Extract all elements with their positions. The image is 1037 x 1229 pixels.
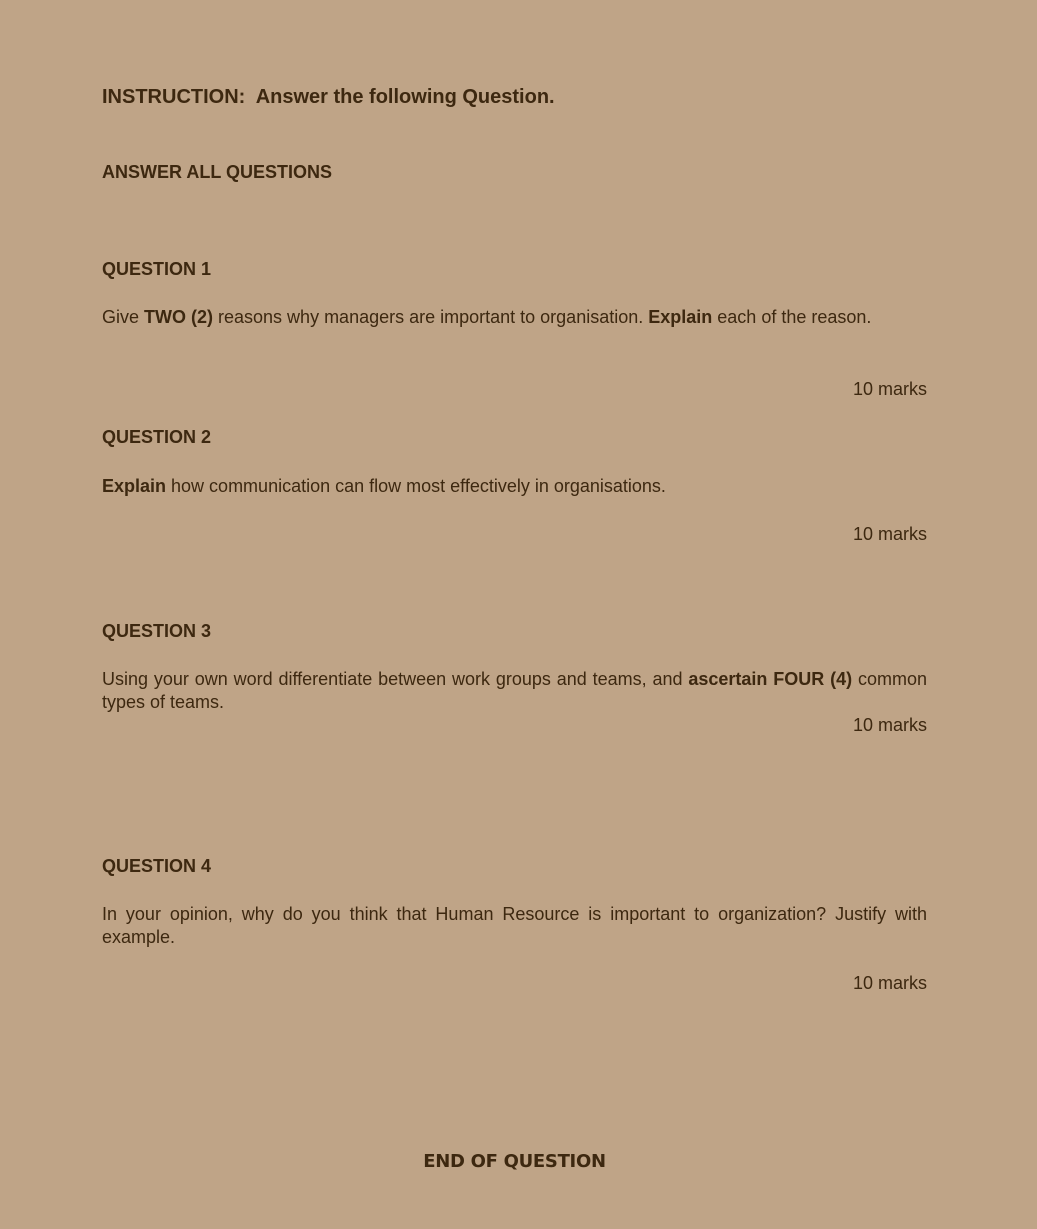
instruction-heading: INSTRUCTION: Answer the following Question. bbox=[102, 86, 555, 108]
end-of-question: END OF QUESTION bbox=[423, 1151, 606, 1172]
question-1-heading: QUESTION 1 bbox=[102, 259, 212, 279]
question-4-text: In your opinion, why do you think that Human Resource is important to organization? Justify with example. bbox=[102, 904, 927, 947]
question-3-text: Using your own word differentiate between work groups and teams, and ascertain FOUR (4) common types of teams. bbox=[102, 669, 927, 712]
question-1-marks: 10 marks bbox=[852, 379, 927, 399]
question-2-heading: QUESTION 2 bbox=[102, 427, 212, 447]
answer-all-heading: ANSWER ALL QUESTIONS bbox=[102, 162, 333, 182]
question-2-text: Explain how communication can flow most effectively in organisations. bbox=[102, 476, 666, 496]
question-2-marks: 10 marks bbox=[852, 524, 927, 544]
question-4-heading: QUESTION 4 bbox=[102, 856, 212, 876]
question-3-heading: QUESTION 3 bbox=[102, 621, 212, 641]
question-3-marks: 10 marks bbox=[852, 715, 927, 735]
question-4-marks: 10 marks bbox=[852, 973, 927, 993]
question-1-text: Give TWO (2) reasons why managers are important to organisation. Explain each of the reason. bbox=[102, 307, 872, 327]
